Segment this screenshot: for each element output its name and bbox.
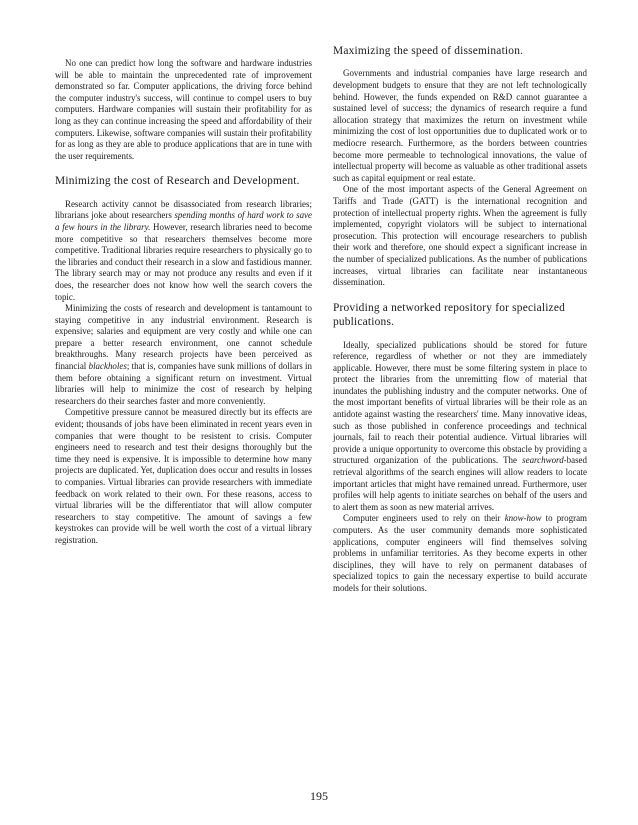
speed-paragraph-1: Governments and industrial companies have large research and development budgets to ensure that they are not left technologically behind. However, the funds expended on R&D cannot guarantee a sustained level of success; the dynamics of research require a fund allocation strategy that maximizes the return on investment while minimizing the cost of lost opportunities due to duplicated work or to mediocre research. Furthermore, as the borders between countries become more permeable to technological innovations, the value of intellectual property will become as valuable as other traditional assets such as capital equipment or real estate. <box>333 68 587 183</box>
left-column <box>55 58 312 547</box>
speed-paragraph-2: One of the most important aspects of the General Agreement on Tariffs and Trade (GATT) is the international recognition and protection of intellectual property rights. When the agreement is fully implemented, copyright violators will be subject to international prosecution. This protection will encourage researchers to publish their work and therefore, one should expect a significant increase in the number of specialized publications. As the number of publications increases, virtual libraries can facilitate near instantaneous dissemination. <box>333 184 587 288</box>
repository-paragraph-1: Ideally, specialized publications should be stored for future reference, regardless of whether or not they are immediately applicable. However, there must be some filtering system in place to protect the libraries from the unremitting flow of material that inundates the publishing industry and the computer networks. One of the most important benefits of virtual libraries will be their role as an antidote against wasting the researchers' time. Many innovative ideas, such as those published in conference proceedings and technical journals, fail to reach their potential audience. Virtual libraries will provide a unique opportunity to overcome this obstacle by providing a structured organization of the publications. The searchword-based retrieval algorithms of the search engines will allow readers to locate important articles that might have remained unread. Furthermore, user profiles will help agents to initiate searches on behalf of the users and to alert them as soon as new material arrives. <box>333 339 587 512</box>
research-paragraph-2: Minimizing the costs of research and development is tantamount to staying competitive in any industrial environment. Research is expensive; salaries and equipment are very costly and while one can prepare a better research environment, one cannot schedule breakthroughs. Many research projects have been perceived as financial blackholes; that is, companies have sunk millions of dollars in them before obtaining a significant return on investment. Virtual libraries will help to minimize the cost of research by helping researchers do their searches faster and more conveniently. <box>55 303 312 406</box>
heading-speed-dissemination: Maximizing the speed of dissemination. <box>333 45 524 57</box>
research-paragraph-1: Research activity cannot be disassociated from research libraries; librarians joke about researchers spending months of hard work to save a few hours in the library. However, research libraries need to become more competitive so that researchers themselves become more competitive. Traditional libraries require researchers to physically go to the libraries and conduct their research in a slow and fastidious manner. The library search may or may not produce any results and even if it does, the researcher does not know how well the search covers the topic. <box>55 198 312 302</box>
intro-paragraph: No one can predict how long the software and hardware industries will be able to maintain the unprecedented rate of improvement demonstrated so far. Computer applications, the driving force behind the computer industry's success, will continue to compel users to buy computers. Hardware companies will sustain their profitability for as long as they can continue increasing the speed and affordability of their computers. Likewise, software companies will sustain their profitability for as long as they are able to produce applications that are in tune with the user requirements. <box>55 58 312 161</box>
page-number: 195 <box>310 789 328 803</box>
heading-research-development: Minimizing the cost of Research and Development. <box>55 175 300 188</box>
heading-networked-repository: Providing a networked repository for specialized publications. <box>333 301 565 329</box>
right-column <box>333 44 587 595</box>
repository-paragraph-2: Computer engineers used to rely on their know-how to program computers. As the user community demands more sophisticated applications, computer engineers will find themselves solving problems in unfamiliar territories. As they become experts in other disciplines, they will have to rely on permanent databases of specialized topics to gain the necessary expertise to build accurate models for their solutions. <box>333 513 587 593</box>
research-paragraph-3: Competitive pressure cannot be measured directly but its effects are evident; thousands of jobs have been eliminated in recent years even in companies that were thought to be resistent to crisis. Computer engineers need to research and test their designs thoroughly but the time they need is expensive. It is impossible to determine how many projects are duplicated. Yet, duplication does occur and results in losses to companies. Virtual libraries can provide researchers with immediate feedback on work related to their own. For these reasons, access to virtual libraries will be the differentiator that will allow computer researchers to stay competitive. The amount of savings a few keystrokes can provide will be well worth the cost of a virtual library registration. <box>55 407 312 545</box>
